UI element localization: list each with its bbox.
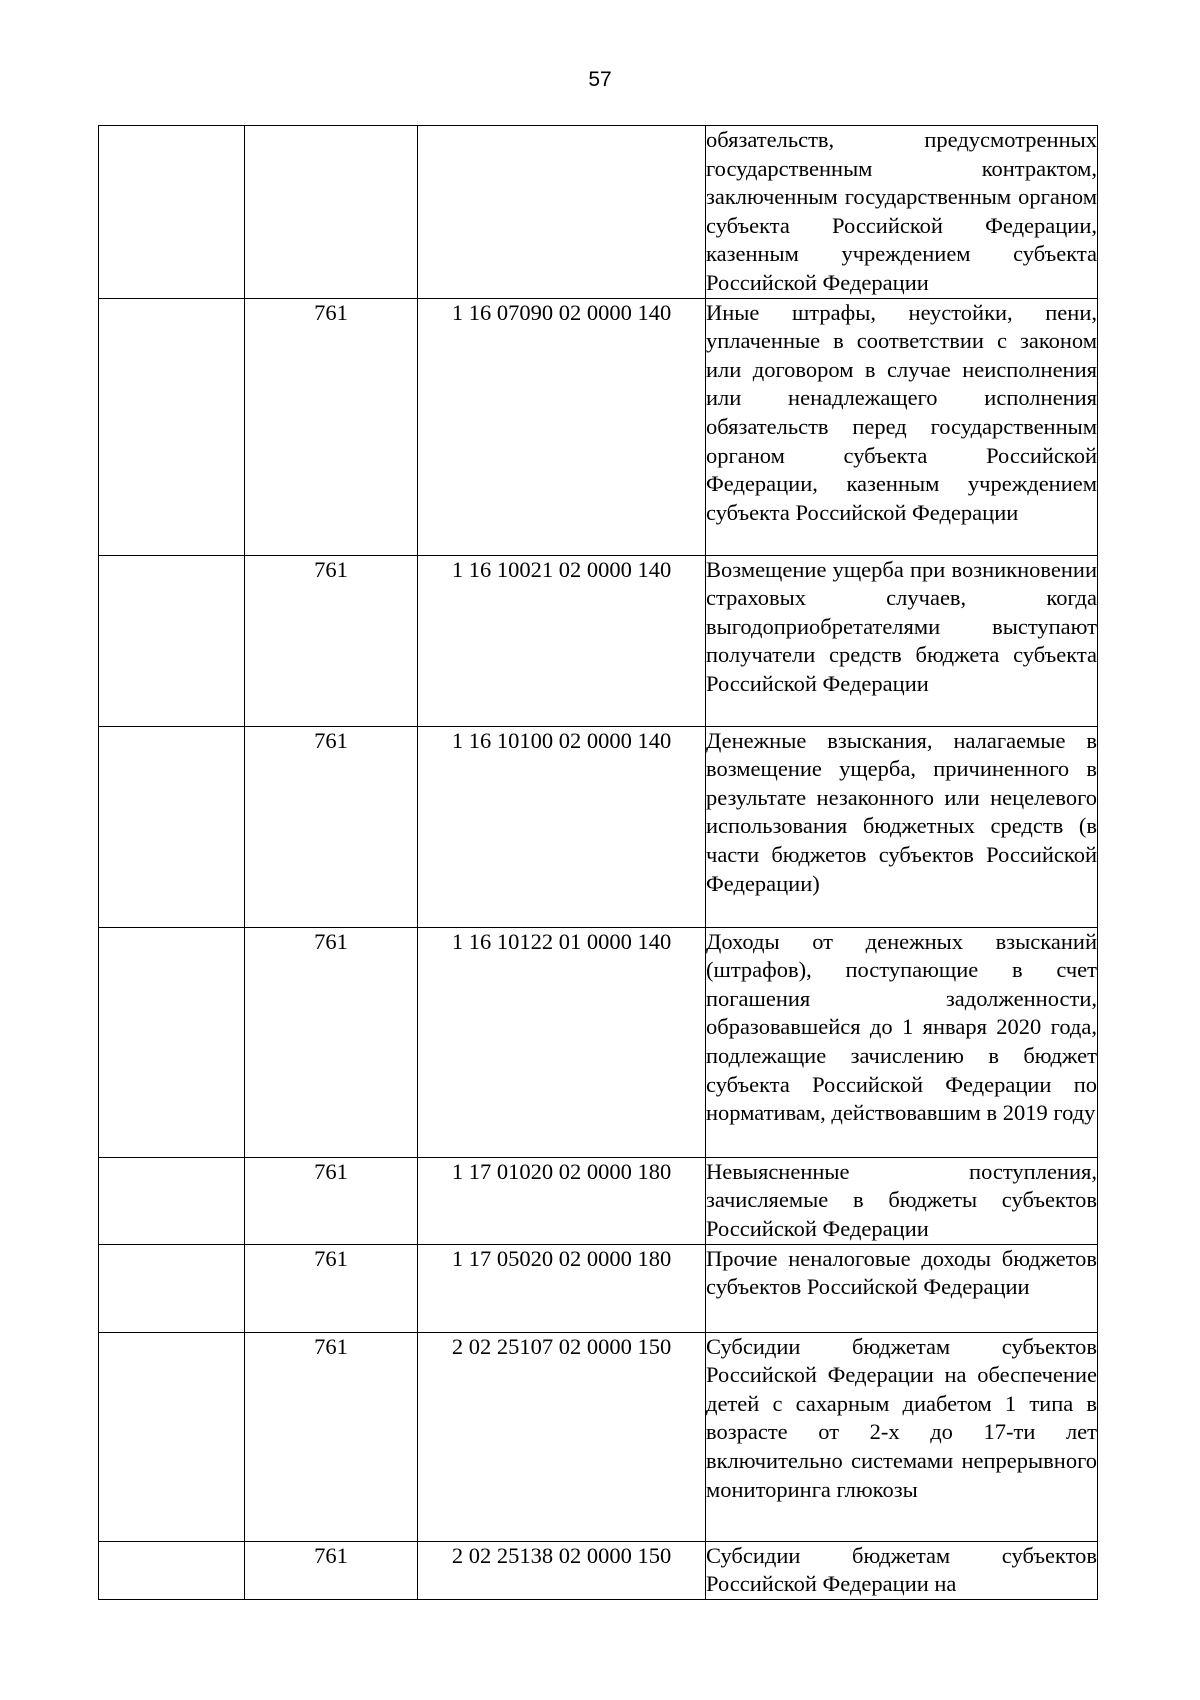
kbk-code-cell: 1 16 10122 01 0000 140 <box>418 927 706 1157</box>
kbk-code-cell: 1 16 10100 02 0000 140 <box>418 726 706 927</box>
revenue-name-cell: Иные штрафы, неустойки, пени, уплаченные в соответствии с законом или договором в случае неисполнения или ненадлежащего исполнения обязательств перед государственным органом субъекта Российской Федерации, казенным учреждением субъекта Российской Федерации <box>706 298 1098 555</box>
kbk-code-cell <box>418 126 706 299</box>
revenue-name-cell: Прочие неналоговые доходы бюджетов субъектов Российской Федерации <box>706 1244 1098 1332</box>
admin-code-cell: 761 <box>245 726 418 927</box>
empty-cell <box>99 726 245 927</box>
empty-cell <box>99 1244 245 1332</box>
table-row <box>99 927 1098 1157</box>
revenue-codes-table <box>98 125 1098 1600</box>
empty-cell <box>99 927 245 1157</box>
admin-code-cell <box>245 126 418 299</box>
revenue-name-cell: Денежные взыскания, налагаемые в возмещение ущерба, причиненного в результате незаконного или нецелевого использования бюджетных средств (в части бюджетов субъектов Российской Федерации) <box>706 726 1098 927</box>
admin-code-cell: 761 <box>245 927 418 1157</box>
revenue-name-cell: Доходы от денежных взысканий (штрафов), поступающие в счет погашения задолженности, образовавшейся до 1 января 2020 года, подлежащие зачислению в бюджет субъекта Российской Федерации по нормативам, действовавшим в 2019 году <box>706 927 1098 1157</box>
revenue-name-cell: Невыясненные поступления, зачисляемые в бюджеты субъектов Российской Федерации <box>706 1157 1098 1244</box>
revenue-name-cell: обязательств, предусмотренных государственным контрактом, заключенным государственным органом субъекта Российской Федерации, казенным учреждением субъекта Российской Федерации <box>706 126 1098 299</box>
kbk-code-cell: 2 02 25107 02 0000 150 <box>418 1332 706 1541</box>
revenue-name-cell: Возмещение ущерба при возникновении страховых случаев, когда выгодоприобретателями выступают получатели средств бюджета субъекта Российской Федерации <box>706 555 1098 726</box>
page-number: 57 <box>588 68 612 91</box>
empty-cell <box>99 1157 245 1244</box>
empty-cell <box>99 1332 245 1541</box>
empty-cell <box>99 1541 245 1599</box>
kbk-code-cell: 2 02 25138 02 0000 150 <box>418 1541 706 1599</box>
table-row <box>99 1244 1098 1332</box>
table-row <box>99 1332 1098 1541</box>
revenue-name-cell: Субсидии бюджетам субъектов Российской Федерации на <box>706 1541 1098 1599</box>
admin-code-cell: 761 <box>245 555 418 726</box>
table-row <box>99 1541 1098 1599</box>
empty-cell <box>99 555 245 726</box>
admin-code-cell: 761 <box>245 1244 418 1332</box>
kbk-code-cell: 1 16 10021 02 0000 140 <box>418 555 706 726</box>
table-row <box>99 726 1098 927</box>
kbk-code-cell: 1 17 05020 02 0000 180 <box>418 1244 706 1332</box>
table-row <box>99 126 1098 299</box>
table-row <box>99 1157 1098 1244</box>
admin-code-cell: 761 <box>245 1541 418 1599</box>
empty-cell <box>99 298 245 555</box>
admin-code-cell: 761 <box>245 1157 418 1244</box>
empty-cell <box>99 126 245 299</box>
admin-code-cell: 761 <box>245 298 418 555</box>
revenue-name-cell: Субсидии бюджетам субъектов Российской Федерации на обеспечение детей с сахарным диабетом 1 типа в возрасте от 2-х до 17-ти лет включительно системами непрерывного мониторинга глюкозы <box>706 1332 1098 1541</box>
admin-code-cell: 761 <box>245 1332 418 1541</box>
kbk-code-cell: 1 16 07090 02 0000 140 <box>418 298 706 555</box>
table-row <box>99 298 1098 555</box>
kbk-code-cell: 1 17 01020 02 0000 180 <box>418 1157 706 1244</box>
table-row <box>99 555 1098 726</box>
